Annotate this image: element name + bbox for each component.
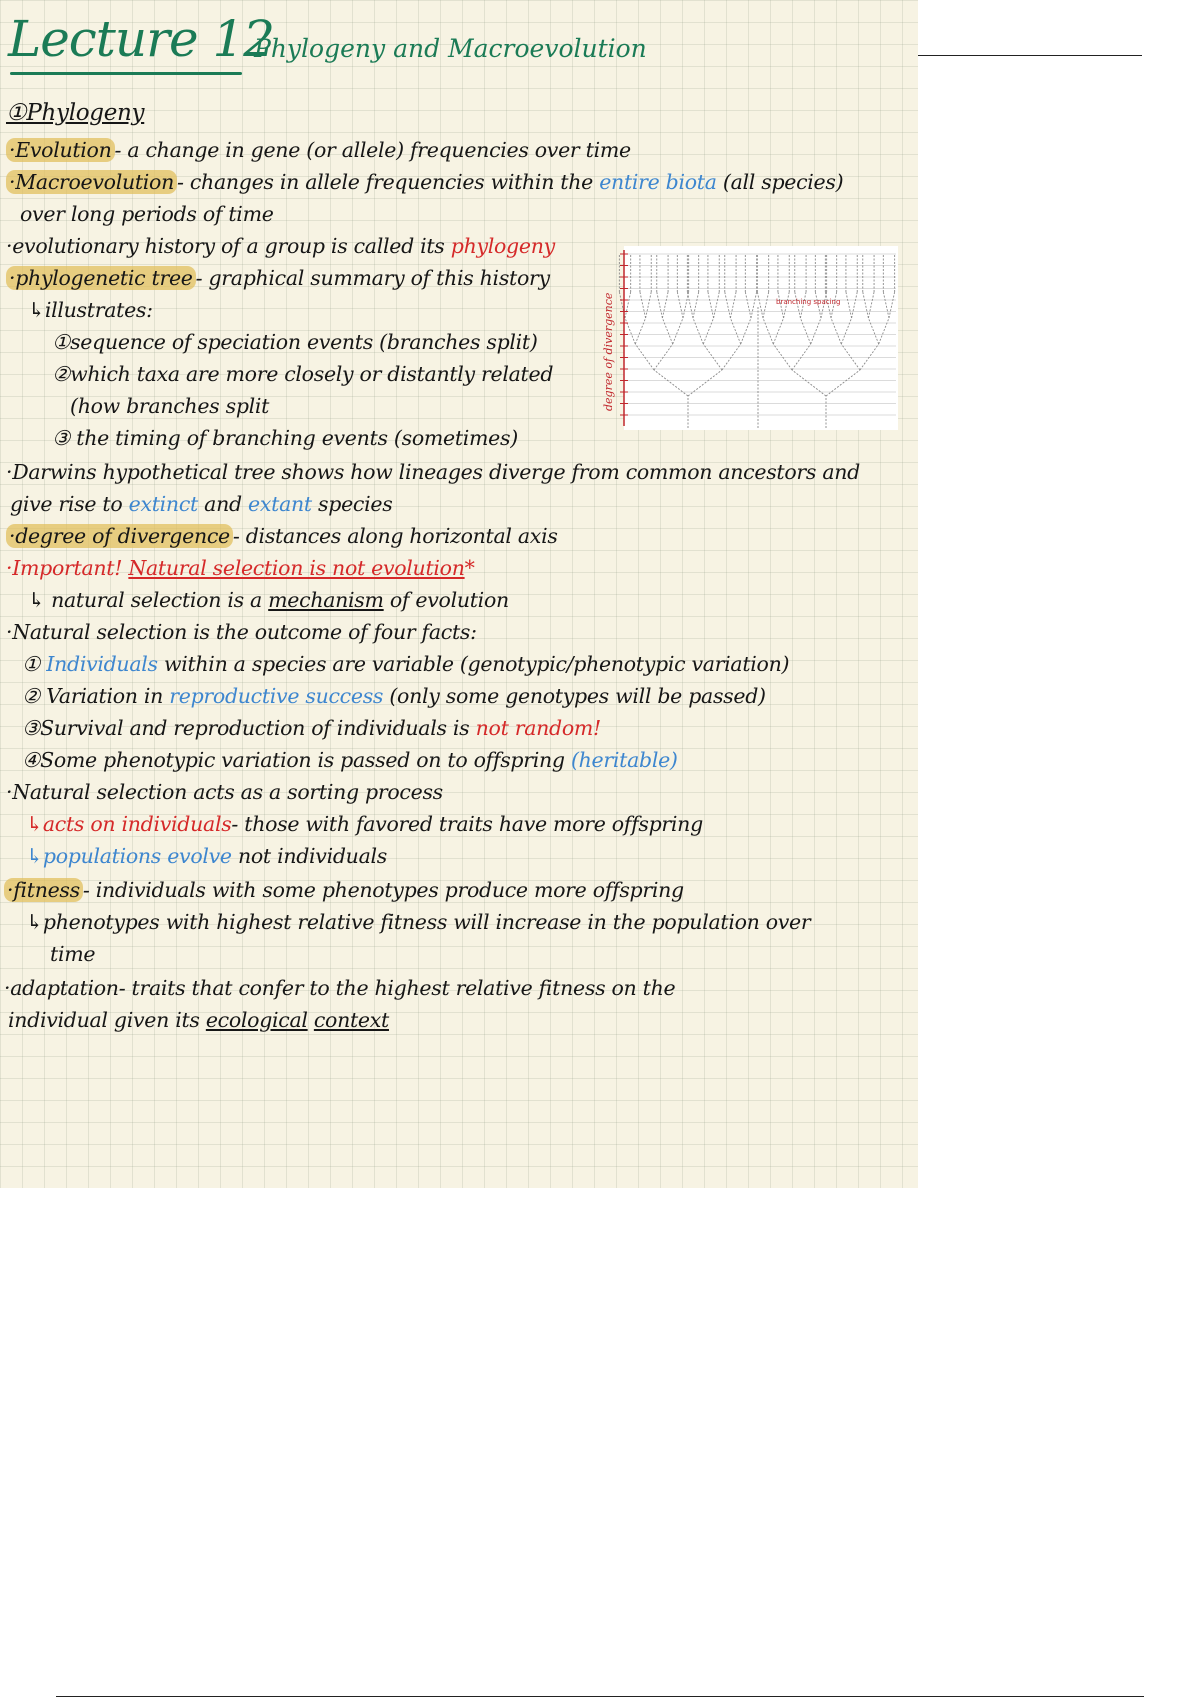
note-text: (only some genotypes will be passed) bbox=[383, 684, 766, 708]
page-subtitle: Phylogeny and Macroevolution bbox=[254, 34, 647, 63]
red-text: phylogeny bbox=[450, 234, 555, 258]
note-line: ↳phenotypes with highest relative fitness will increase in the population over bbox=[26, 910, 811, 934]
underlined-red-text: Natural selection is not evolution bbox=[128, 556, 465, 580]
note-line bbox=[22, 748, 678, 772]
note-text: - graphical summary of this history bbox=[195, 266, 550, 290]
term-highlight: ·phylogenetic tree bbox=[6, 266, 196, 290]
note-line bbox=[6, 524, 558, 548]
underlined-text: context bbox=[313, 1008, 389, 1032]
note-line bbox=[6, 170, 843, 194]
note-line: ③ the timing of branching events (sometimes) bbox=[52, 426, 518, 450]
note-text: ① bbox=[22, 652, 47, 676]
blue-text: Individuals bbox=[46, 652, 158, 676]
footer-rule bbox=[56, 1696, 1144, 1697]
note-line: ·Natural selection acts as a sorting process bbox=[6, 780, 443, 804]
note-line bbox=[6, 234, 555, 258]
note-line: ②which taxa are more closely or distantly related bbox=[52, 362, 554, 386]
note-text: species bbox=[311, 492, 393, 516]
note-line bbox=[22, 652, 789, 676]
term-highlight: ·fitness bbox=[4, 878, 83, 902]
header-rule bbox=[918, 55, 1142, 56]
note-text: - individuals with some phenotypes produce more offspring bbox=[82, 878, 684, 902]
note-line bbox=[8, 1008, 389, 1032]
note-text: ↳ natural selection is a bbox=[28, 588, 269, 612]
title-underline bbox=[10, 72, 242, 75]
note-line bbox=[22, 684, 766, 708]
term-highlight: ·Macroevolution bbox=[6, 170, 177, 194]
note-line bbox=[6, 266, 550, 290]
note-line: ·adaptation- traits that confer to the highest relative fitness on the bbox=[4, 976, 676, 1000]
red-text: ·Important! bbox=[6, 556, 129, 580]
blue-text: ↳populations evolve bbox=[26, 844, 232, 868]
note-line bbox=[10, 492, 392, 516]
note-line: ①sequence of speciation events (branches split) bbox=[52, 330, 538, 354]
underlined-text: ecological bbox=[205, 1008, 308, 1032]
note-text: - distances along horizontal axis bbox=[232, 524, 558, 548]
note-line: ·Natural selection is the outcome of four facts: bbox=[6, 620, 477, 644]
note-text: of evolution bbox=[383, 588, 509, 612]
note-line bbox=[6, 556, 475, 580]
note-line: (how branches split bbox=[70, 394, 270, 418]
blue-text: extant bbox=[248, 492, 312, 516]
page-title: Lecture 12 bbox=[8, 10, 275, 68]
blue-text: (heritable) bbox=[570, 748, 678, 772]
note-line bbox=[26, 812, 703, 836]
note-text: (all species) bbox=[716, 170, 844, 194]
note-text: - changes in allele frequencies within the bbox=[177, 170, 600, 194]
note-text: - those with favored traits have more offspring bbox=[231, 812, 703, 836]
term-highlight: ·Evolution bbox=[6, 138, 115, 162]
section-heading: ①Phylogeny bbox=[6, 100, 145, 126]
note-text: ② Variation in bbox=[22, 684, 170, 708]
note-text: ④Some phenotypic variation is passed on to offspring bbox=[22, 748, 571, 772]
note-line: over long periods of time bbox=[20, 202, 274, 226]
blue-text: reproductive success bbox=[169, 684, 384, 708]
red-text: not random! bbox=[475, 716, 601, 740]
note-line: ↳illustrates: bbox=[28, 298, 153, 322]
note-text: ③Survival and reproduction of individuals is bbox=[22, 716, 476, 740]
note-text: give rise to bbox=[10, 492, 129, 516]
note-text: ·evolutionary history of a group is called its bbox=[6, 234, 451, 258]
red-text: * bbox=[464, 556, 475, 580]
note-line bbox=[26, 844, 387, 868]
term-highlight: ·degree of divergence bbox=[6, 524, 233, 548]
note-text: individual given its bbox=[8, 1008, 206, 1032]
axis-label: degree of divergence bbox=[602, 292, 615, 411]
blue-text: entire biota bbox=[599, 170, 717, 194]
figure-annotation: branching spacing bbox=[776, 298, 841, 306]
note-line: time bbox=[50, 942, 96, 966]
note-text: and bbox=[197, 492, 249, 516]
note-line bbox=[6, 138, 631, 162]
note-line: ·Darwins hypothetical tree shows how lineages diverge from common ancestors and bbox=[6, 460, 860, 484]
phylogenetic-tree-figure bbox=[598, 246, 898, 430]
red-text: ↳acts on individuals bbox=[26, 812, 232, 836]
note-line bbox=[4, 878, 684, 902]
note-text: - a change in gene (or allele) frequencies over time bbox=[114, 138, 631, 162]
underlined-text: mechanism bbox=[268, 588, 384, 612]
note-text: within a species are variable (genotypic/phenotypic variation) bbox=[157, 652, 790, 676]
note-line bbox=[28, 588, 509, 612]
note-line bbox=[22, 716, 601, 740]
note-text: not individuals bbox=[231, 844, 387, 868]
blue-text: extinct bbox=[128, 492, 198, 516]
